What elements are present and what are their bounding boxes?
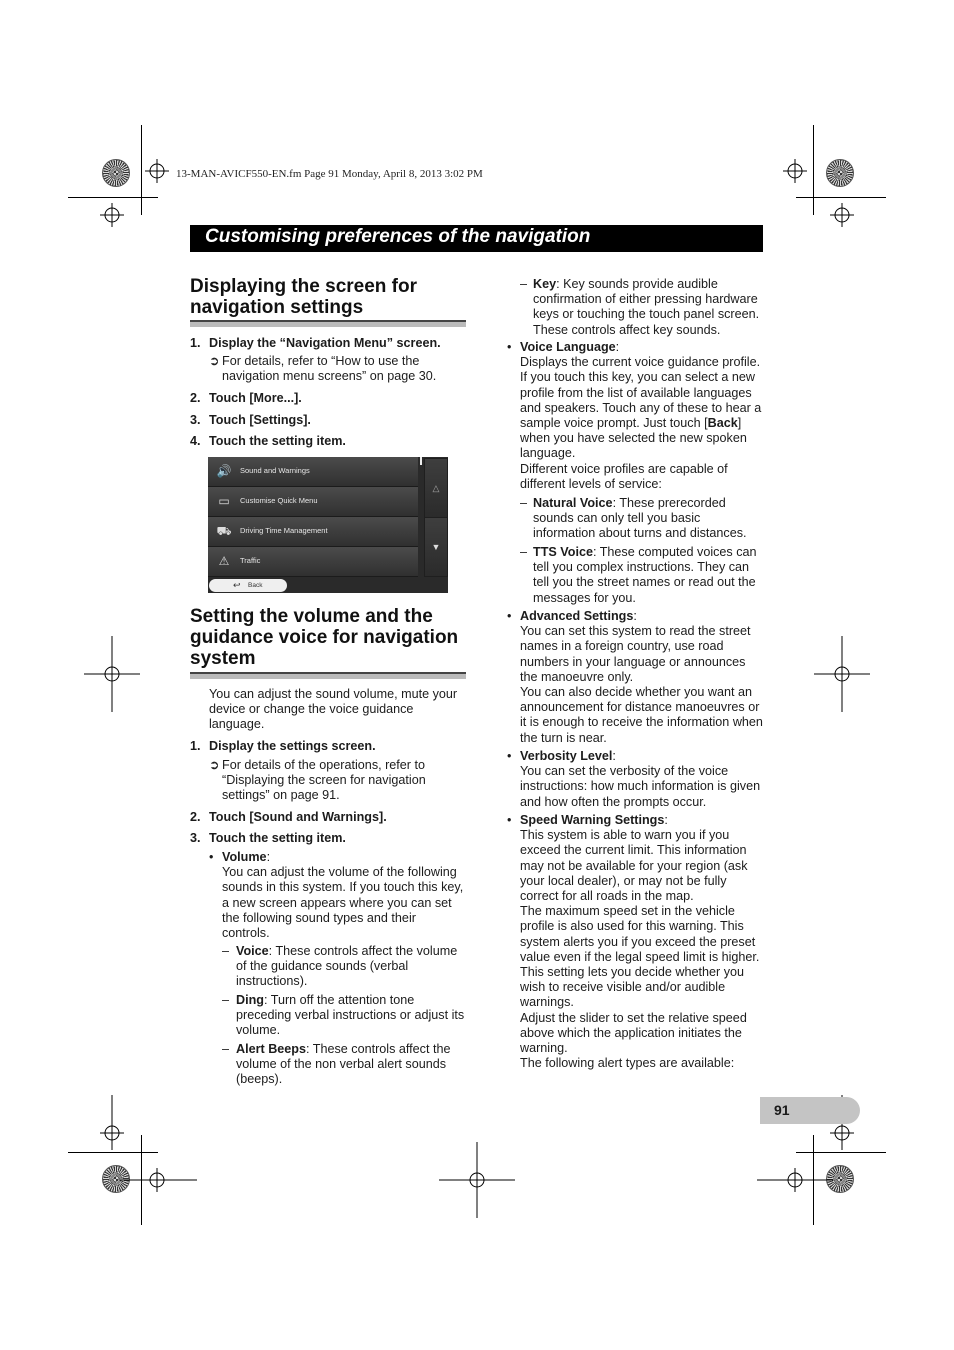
back-label: Back bbox=[248, 582, 263, 589]
step-number: 4. bbox=[190, 434, 201, 448]
dash: – bbox=[222, 1042, 230, 1056]
voice-language-item: Voice Language: Displays the current voice guidance profile. If you touch this key, you can select a new profile from the list of available languages and speakers. Touch any of these to hear a sample voice prompt. Just touch [Back] when you have selected the new spoken language. Different voice profiles are capable of different levels of service: bbox=[520, 340, 762, 491]
back-button[interactable] bbox=[209, 579, 287, 592]
bullet: • bbox=[209, 850, 214, 864]
traffic-icon: ⚠ bbox=[218, 554, 230, 568]
arrow-icon: ➲ bbox=[209, 758, 220, 772]
ding-item: Ding: Turn off the attention tone preceding verbal instructions or adjust its volume. bbox=[236, 993, 465, 1038]
menu-item-customise-quick-menu[interactable] bbox=[208, 487, 418, 517]
section-title-line: Setting the volume and the bbox=[190, 606, 433, 627]
scrollbar[interactable] bbox=[420, 457, 422, 465]
arrow-icon: ➲ bbox=[209, 354, 220, 368]
advanced-settings-item: Advanced Settings: You can set this system to read the street names in a foreign country, use road numbers in your language or announces the manoeuvre only. You can also decide whether you want an announcement for distance manoeuvres or it is enough to receive the information when the turn is near. bbox=[520, 609, 763, 745]
page-number: 91 bbox=[774, 1102, 790, 1118]
truck-icon: ⛟ bbox=[216, 524, 232, 538]
alert-beeps-item: Alert Beeps: These controls affect the volume of the non verbal alert sounds (beeps). bbox=[236, 1042, 451, 1087]
speaker-icon: 🔊 bbox=[216, 464, 232, 478]
section-title bbox=[190, 606, 458, 669]
triangle-down-icon: ▼ bbox=[431, 542, 441, 552]
menu-item-sound-and-warnings[interactable] bbox=[208, 457, 418, 487]
step-text: Display the settings screen. bbox=[209, 739, 376, 753]
reference-text: For details of the operations, refer to “Displaying the screen for navigation settings” on page 91. bbox=[222, 758, 426, 803]
settings-menu-screenshot bbox=[208, 457, 448, 593]
section-title bbox=[190, 276, 417, 318]
volume-item: Volume: You can adjust the volume of the following sounds in this system. If you touch this key, a new screen appears where you can set the following sound types and their controls. bbox=[222, 850, 464, 941]
dash: – bbox=[520, 277, 528, 291]
bullet: • bbox=[507, 609, 512, 623]
dash: – bbox=[222, 944, 230, 958]
intro-paragraph: You can adjust the sound volume, mute your device or change the voice guidance language. bbox=[209, 687, 458, 732]
file-info: 13-MAN-AVICF550-EN.fm Page 91 Monday, April 8, 2013 3:02 PM bbox=[176, 168, 483, 180]
back-arrow-icon: ↩ bbox=[233, 580, 241, 590]
dash: – bbox=[222, 993, 230, 1007]
dash: – bbox=[520, 496, 528, 510]
menu-item-traffic[interactable] bbox=[208, 547, 418, 577]
menu-item-driving-time-management[interactable] bbox=[208, 517, 418, 547]
step-text: Display the “Navigation Menu” screen. bbox=[209, 336, 441, 350]
step-number: 1. bbox=[190, 336, 201, 350]
step-number: 1. bbox=[190, 739, 201, 753]
step-text: Touch [Settings]. bbox=[209, 413, 311, 427]
section-rule bbox=[190, 320, 466, 327]
menu-item-label: Sound and Warnings bbox=[240, 466, 310, 475]
page-number-tab bbox=[760, 1097, 860, 1124]
dash: – bbox=[520, 545, 528, 559]
tts-voice-item: TTS Voice: These computed voices can tell you complex instructions. They can tell you the street names or read out the messages for you. bbox=[533, 545, 757, 605]
speed-warning-item: Speed Warning Settings: This system is able to warn you if you exceed the current limit. This information may not be available for your region (ask your local dealer), or may not be fully correct for all roads in the map. The maximum speed set in the vehicle profile is also used for this warning. This system alerts you if you exceed the preset value even if the legal speed limit is higher. This setting lets you decide whether you wish to receive visible and/or audible warnings. Adjust the slider to set the relative speed above which the application initiates the warning. The following alert types are available: bbox=[520, 813, 760, 1071]
bullet: • bbox=[507, 813, 512, 827]
section-title-line: guidance voice for navigation bbox=[190, 627, 459, 648]
voice-item: Voice: These controls affect the volume of the guidance sounds (verbal instructions). bbox=[236, 944, 458, 989]
menu-item-label: Customise Quick Menu bbox=[240, 496, 318, 505]
step-number: 2. bbox=[190, 391, 201, 405]
section-title-line: system bbox=[190, 648, 256, 669]
scroll-down-button[interactable] bbox=[424, 517, 448, 577]
step-text: Touch [More...]. bbox=[209, 391, 302, 405]
bullet: • bbox=[507, 340, 512, 354]
verbosity-level-item: Verbosity Level: You can set the verbosity of the voice instructions: how much information is given and how often the prompts occur. bbox=[520, 749, 761, 809]
step-text: Touch the setting item. bbox=[209, 434, 346, 448]
quick-menu-icon: ▭ bbox=[218, 494, 230, 508]
menu-item-label: Traffic bbox=[240, 556, 261, 565]
key-item: Key: Key sounds provide audible confirmation of either pressing hardware keys or touching the touch panel screen. These controls affect key sounds. bbox=[533, 277, 760, 337]
natural-voice-item: Natural Voice: These prerecorded sounds can only tell you basic information about turns and distances. bbox=[533, 496, 747, 541]
step-number: 3. bbox=[190, 831, 201, 845]
step-text: Touch the setting item. bbox=[209, 831, 346, 845]
section-title-line: Displaying the screen for bbox=[190, 276, 418, 297]
step-number: 3. bbox=[190, 413, 201, 427]
chapter-title: Customising preferences of the navigation bbox=[205, 226, 591, 247]
reference-text: For details, refer to “How to use the navigation menu screens” on page 30. bbox=[222, 354, 437, 384]
bullet: • bbox=[507, 749, 512, 763]
section-rule bbox=[190, 672, 466, 679]
scroll-up-button[interactable] bbox=[424, 458, 448, 518]
menu-item-label: Driving Time Management bbox=[240, 526, 328, 535]
triangle-up-icon: △ bbox=[432, 483, 440, 493]
section-title-line: navigation settings bbox=[190, 297, 364, 318]
step-text: Touch [Sound and Warnings]. bbox=[209, 810, 387, 824]
chapter-banner bbox=[190, 225, 763, 252]
step-number: 2. bbox=[190, 810, 201, 824]
